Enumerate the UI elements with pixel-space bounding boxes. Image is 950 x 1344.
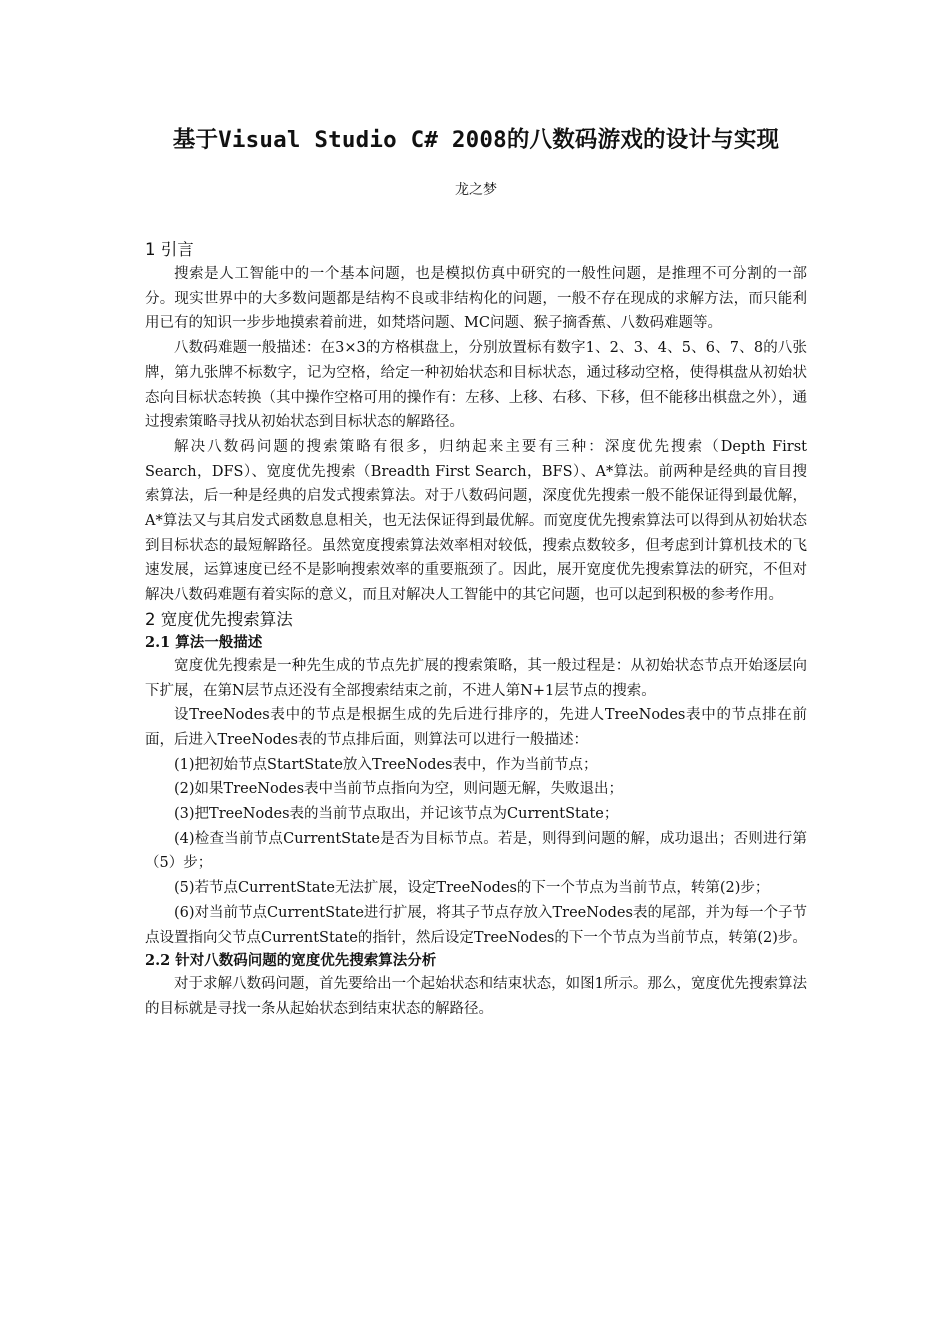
paper-author: 龙之梦 bbox=[455, 182, 497, 198]
paragraph: 设TreeNodes表中的节点是根据生成的先后进行排序的，先进人TreeNodes表中的节点排在前面，后进入TreeNodes表的节点排后面，则算法可以进行一般描述： bbox=[145, 707, 807, 748]
subsection-heading-general: 2.1 算法一般描述 bbox=[145, 633, 263, 651]
step-item: (6)对当前节点CurrentState进行扩展，将其子节点存放入TreeNodes表的尾部，并为每一个子节点设置指向父节点CurrentState的指针，然后设定TreeNodes的下一个节点为当前节点，转第(2)步。 bbox=[145, 904, 807, 946]
paragraph: 八数码难题一般描述：在3×3的方格棋盘上，分别放置标有数字1、2、3、4、5、6、7、8的八张牌，第九张牌不标数字，记为空格，给定一种初始状态和目标状态，通过移动空格，使得棋盘从初始状态向目标状态转换（其中操作空格可用的操作有：左移、上移、右移、下移，但不能移出棋盘之外），通过搜索策略寻找从初始状态到目标状态的解路径。 bbox=[145, 340, 807, 431]
paragraph: 解决八数码问题的搜索策略有很多，归纳起来主要有三种：深度优先搜索（Depth First Search，DFS）、宽度优先搜索（Breadth First Search，BFS）、A*算法。前两种是经典的盲目搜索算法，后一种是经典的启发式搜索算法。对于八数码问题，深度优先搜索一般不能保证得到最优解，A*算法又与其启发式函数息息相关，也无法保证得到最优解。而宽度优先搜索算法可以得到从初始状态到目标状态的最短解路径。虽然宽度搜索算法效率相对较低，搜索点数较多，但考虑到计算机技术的飞速发展，运算速度已经不是影响搜索效率的重要瓶颈了。因此，展开宽度优先搜索算法的研究，不但对解决八数码难题有着实际的意义，而且对解决人工智能中的其它问题，也可以起到积极的参考作用。 bbox=[145, 438, 807, 604]
step-item: (3)把TreeNodes表的当前节点取出，并记该节点为CurrentState； bbox=[174, 806, 619, 823]
section-heading-bfs: 2 宽度优先搜索算法 bbox=[145, 609, 293, 629]
paragraph: 搜索是人工智能中的一个基本问题，也是模拟仿真中研究的一般性问题，是推理不可分割的一部分。现实世界中的大多数问题都是结构不良或非结构化的问题，一般不存在现成的求解方法，而只能利用已有的知识一步步地摸索着前进，如梵塔问题、MC问题、猴子摘香蕉、八数码难题等。 bbox=[145, 266, 807, 332]
section-heading-intro: 1 引言 bbox=[145, 240, 194, 259]
paper-page bbox=[145, 124, 807, 1022]
paper-title: 基于Visual Studio C# 2008的八数码游戏的设计与实现 bbox=[172, 127, 780, 153]
paragraph: 宽度优先搜索是一种先生成的节点先扩展的搜索策略，其一般过程是：从初始状态节点开始逐层向下扩展，在第N层节点还没有全部搜索结束之前，不进人第N+1层节点的搜索。 bbox=[145, 657, 807, 699]
step-item: (2)如果TreeNodes表中当前节点指向为空，则问题无解，失败退出； bbox=[174, 781, 624, 798]
paragraph: 对于求解八数码问题，首先要给出一个起始状态和结束状态，如图1所示。那么，宽度优先搜索算法的目标就是寻找一条从起始状态到结束状态的解路径。 bbox=[145, 976, 807, 1017]
step-item: (4)检查当前节点CurrentState是否为目标节点。若是，则得到问题的解，成功退出；否则进行第（5）步； bbox=[145, 830, 807, 872]
step-item: (1)把初始节点StartState放入TreeNodes表中，作为当前节点； bbox=[174, 756, 598, 773]
step-item: (5)若节点CurrentState无法扩展，设定TreeNodes的下一个节点为当前节点，转第(2)步； bbox=[174, 880, 770, 897]
subsection-heading-analysis: 2.2 针对八数码问题的宽度优先搜索算法分析 bbox=[145, 952, 437, 970]
